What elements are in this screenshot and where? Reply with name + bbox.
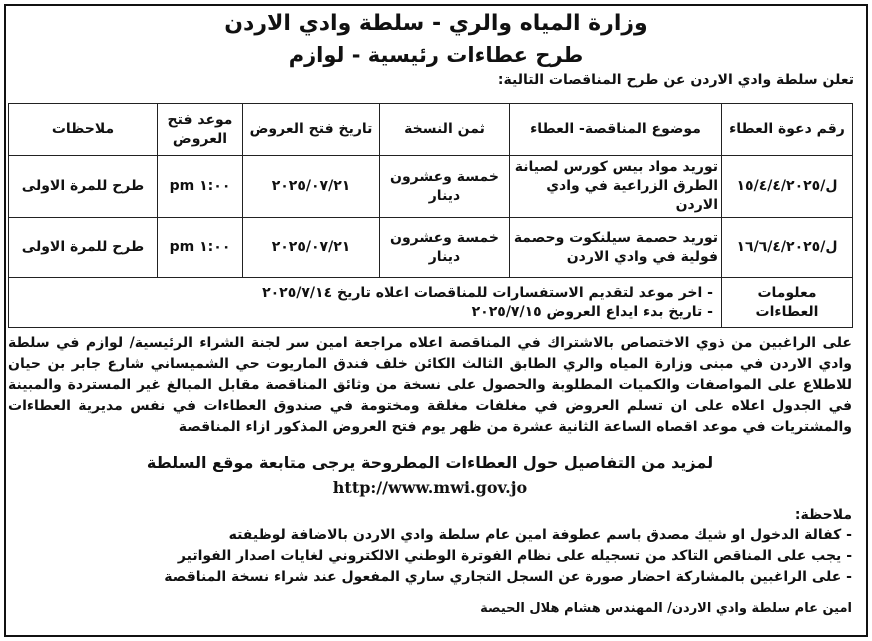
info-line-inquiries: - اخر موعد لتقديم الاستفسارات للمناقصات اعلاه تاريخ ٢٠٢٥/٧/١٤ bbox=[262, 284, 713, 301]
ministry-title: وزارة المياه والري - سلطة وادي الاردن bbox=[224, 11, 648, 36]
body-paragraph: على الراغبين من ذوي الاختصاص بالاشتراك في المناقصة اعلاه مراجعة امين سر لجنة الشراء الرئيسية/ لوازم في سلطة وادي الاردن في مبنى وزارة المياه والري الطابق الثالث الكائن خلف فندق الماريوت حي الشميساني شارع جابر بن حيان للاطلاع على المواصفات والكميات المطلوبة والحصول على نسخة من وثائق المناقصة مقابل المبالغ غير المستردة والمبينة في الجدول اعلاه على ان تسلم العروض في مغلفات مغلقة ومختومة في صندوق العطاءات في نفس مديرية العطاءات والمشتريات في موعد اقصاه الساعة الثانية عشرة من ظهر يوم فتح العروض المذكور ازاء المناقصة bbox=[8, 335, 852, 435]
tender-subject: توريد مواد بيس كورس لصيانة الطرق الزراعية في وادي الاردن bbox=[510, 156, 722, 218]
tenders-table bbox=[8, 103, 853, 328]
time-value: ١:٠٠ bbox=[199, 178, 231, 194]
table-row bbox=[9, 218, 853, 278]
info-line-submission: - تاريخ بدء ايداع العروض ٢٠٢٥/٧/١٥ bbox=[471, 303, 713, 320]
header-date: تاريخ فتح العروض bbox=[243, 104, 380, 156]
tender-number: ل/١٦/٦/٤/٢٠٢٥ bbox=[722, 218, 853, 278]
info-row bbox=[9, 278, 853, 328]
tender-time bbox=[158, 156, 243, 218]
header-subject: موضوع المناقصة- العطاء bbox=[510, 104, 722, 156]
tender-number: ل/١٥/٤/٤/٢٠٢٥ bbox=[722, 156, 853, 218]
tender-price: خمسة وعشرون دينار bbox=[380, 218, 510, 278]
header-notes: ملاحظات bbox=[9, 104, 158, 156]
tender-subject: توريد حصمة سيلنكوت وحصمة فولية في وادي الاردن bbox=[510, 218, 722, 278]
time-value: ١:٠٠ bbox=[199, 239, 231, 255]
tender-date: ٢٠٢٥/٠٧/٢١ bbox=[243, 156, 380, 218]
tender-notes: طرح للمرة الاولى bbox=[9, 156, 158, 218]
website-link[interactable]: http://www.mwi.gov.jo bbox=[332, 478, 528, 497]
tender-subtitle: طرح عطاءات رئيسية - لوازم bbox=[288, 43, 584, 67]
notes-section bbox=[8, 505, 852, 588]
header-price: ثمن النسخة bbox=[380, 104, 510, 156]
more-info-heading: لمزيد من التفاصيل حول العطاءات المطروحة يرجى متابعة موقع السلطة bbox=[146, 453, 714, 472]
note-item: - على الراغبين بالمشاركة احضار صورة عن السجل التجاري ساري المفعول عند شراء نسخة المناقصة bbox=[164, 569, 852, 585]
table-header-row bbox=[9, 104, 853, 156]
tender-notes: طرح للمرة الاولى bbox=[9, 218, 158, 278]
header-number: رقم دعوة العطاء bbox=[722, 104, 853, 156]
tender-date: ٢٠٢٥/٠٧/٢١ bbox=[243, 218, 380, 278]
time-unit: pm bbox=[169, 178, 195, 194]
note-item: - كفالة الدخول او شيك مصدق باسم عطوفة امين عام سلطة وادي الاردن بالاضافة لوظيفته bbox=[228, 527, 852, 543]
info-label: معلومات العطاءات bbox=[722, 278, 853, 328]
intro-text: تعلن سلطة وادي الاردن عن طرح المناقصات التالية: bbox=[497, 72, 854, 88]
info-text bbox=[9, 278, 722, 328]
header-time: موعد فتح العروض bbox=[158, 104, 243, 156]
time-unit: pm bbox=[169, 239, 195, 255]
notes-title: ملاحظة: bbox=[794, 507, 852, 523]
tender-time bbox=[158, 218, 243, 278]
tender-price: خمسة وعشرون دينار bbox=[380, 156, 510, 218]
signature: امين عام سلطة وادي الاردن/ المهندس هشام هلال الحيصة bbox=[480, 601, 852, 616]
table-row bbox=[9, 156, 853, 218]
note-item: - يجب على المناقص التاكد من تسجيله على نظام الفوترة الوطني الالكتروني لغايات اصدار الفواتير bbox=[177, 548, 852, 564]
